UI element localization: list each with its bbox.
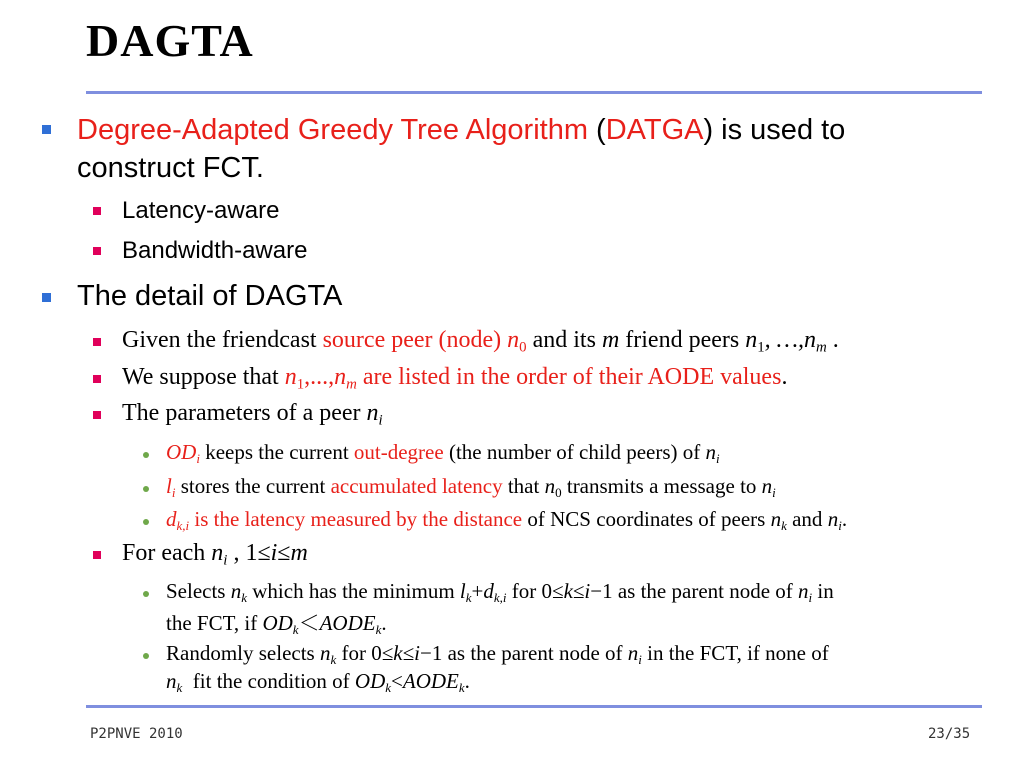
bullet-dot-icon xyxy=(143,591,149,597)
detail-randomly-selects: Randomly selects $n_k$ for 0≤k≤i−1 as the parent node of $n_i$ in the FCT, if none of xyxy=(166,641,829,667)
bullet-datga-definition xyxy=(77,114,845,147)
detail-selects-min: Selects $n_k$ which has the minimum $l_k+d_{k,i}$ for 0≤k≤i−1 as the parent node of $n_i$ in xyxy=(166,579,834,605)
sub-bullet-square-icon xyxy=(93,411,101,419)
bullet-datga-continuation: construct FCT. xyxy=(77,152,264,184)
sub-bullet-latency-aware: Latency-aware xyxy=(122,197,280,224)
text-is-used: ) is used to xyxy=(703,114,846,146)
sub-bullet-square-icon xyxy=(93,551,101,559)
sub-bullet-given-source: Given the friendcast source peer (node) $n_0$ and its m friend peers $n_1$, $\dots,n_m$ . xyxy=(122,327,839,356)
text-paren: ( xyxy=(588,114,606,146)
bullet-dot-icon xyxy=(143,486,149,492)
footer-divider xyxy=(86,705,982,708)
slide-title: DAGTA xyxy=(86,15,254,66)
sub-bullet-square-icon xyxy=(93,207,101,215)
sub-bullet-parameters: The parameters of a peer $n_i$ xyxy=(122,400,383,429)
bullet-dot-icon xyxy=(143,452,149,458)
bullet-detail-heading: The detail of DAGTA xyxy=(77,280,343,312)
detail-selects-min-continuation: the FCT, if $OD_k<AODE_k$. xyxy=(166,611,387,637)
bullet-square-icon xyxy=(42,125,51,134)
bullet-dot-icon xyxy=(143,653,149,659)
sub-bullet-for-each: For each $n_i$ , 1≤i≤m xyxy=(122,540,308,569)
detail-od-out-degree: $OD_i$ keeps the current out-degree (the number of child peers) of $n_i$ xyxy=(166,440,720,466)
sub-bullet-suppose-order: We suppose that $n_1,...,n_m$ are listed in the order of their AODE values. xyxy=(122,364,788,393)
footer-conference: P2PNVE 2010 xyxy=(90,726,183,742)
term-datga: DATGA xyxy=(605,114,704,146)
bullet-square-icon xyxy=(42,293,51,302)
sub-bullet-square-icon xyxy=(93,247,101,255)
title-divider xyxy=(86,91,982,94)
detail-randomly-selects-continuation: $n_k$ fit the condition of $OD_k<AODE_k$. xyxy=(166,669,470,695)
sub-bullet-square-icon xyxy=(93,338,101,346)
page-number: 23/35 xyxy=(928,726,971,742)
term-degree-adapted: Degree-Adapted Greedy Tree Algorithm xyxy=(77,114,588,146)
detail-d-distance: $d_{k,i}$ is the latency measured by the distance of NCS coordinates of peers $n_k$ and $n_i$. xyxy=(166,507,848,533)
detail-l-latency: $l_i$ stores the current accumulated latency that $n_0$ transmits a message to $n_i$ xyxy=(166,474,776,500)
sub-bullet-bandwidth-aware: Bandwidth-aware xyxy=(122,237,308,264)
sub-bullet-square-icon xyxy=(93,375,101,383)
bullet-dot-icon xyxy=(143,519,149,525)
